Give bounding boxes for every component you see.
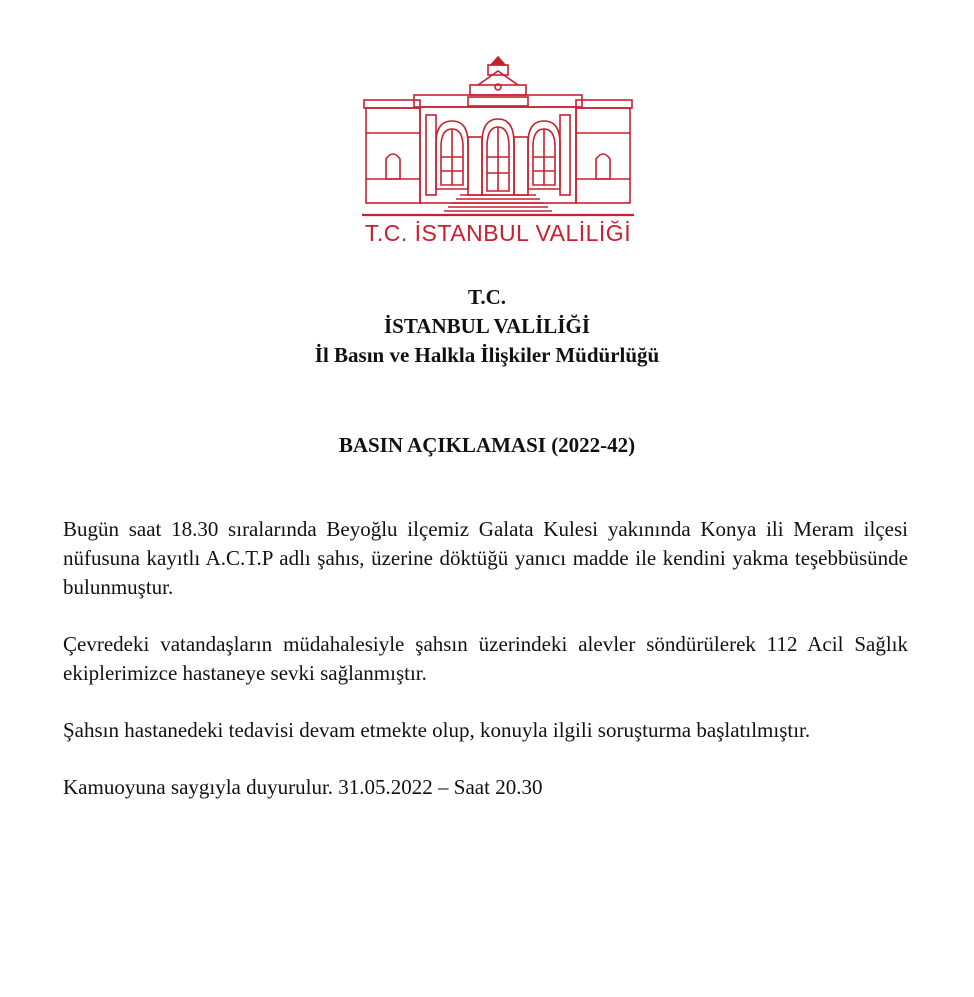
document-body [63,515,908,802]
document-title: BASIN AÇIKLAMASI (2022-42) [338,433,636,457]
header-line-valilik: İSTANBUL VALİLİĞİ [383,314,590,338]
governorship-logo [360,55,636,255]
paragraph-2: Çevredeki vatandaşların müdahalesiyle şahsın üzerindeki alevler söndürülerek 112 Acil Sağlık ekiplerimizce hastaneye sevki sağlanmıştır. [63,632,908,685]
paragraph-3: Şahsın hastanedeki tedavisi devam etmekte olup, konuyla ilgili soruşturma başlatılmıştır. [63,718,811,742]
header-line-tc: T.C. [467,285,507,309]
header-line-mudurluk: İl Basın ve Halkla İlişkiler Müdürlüğü [314,343,660,367]
paragraph-1: Bugün saat 18.30 sıralarında Beyoğlu ilçemiz Galata Kulesi yakınında Konya ili Meram ilçesi nüfusuna kayıtlı A.C.T.P adlı şahıs, üzerine döktüğü yanıcı madde ile kendini yakma teşebbüsünde bulunmuştur. [63,517,908,599]
building-emblem-icon [360,55,636,217]
logo-wordmark: T.C. İSTANBUL VALİLİĞİ [364,220,632,246]
document-header [0,283,974,370]
paragraph-closing: Kamuoyuna saygıyla duyurulur. 31.05.2022 – Saat 20.30 [63,775,543,799]
